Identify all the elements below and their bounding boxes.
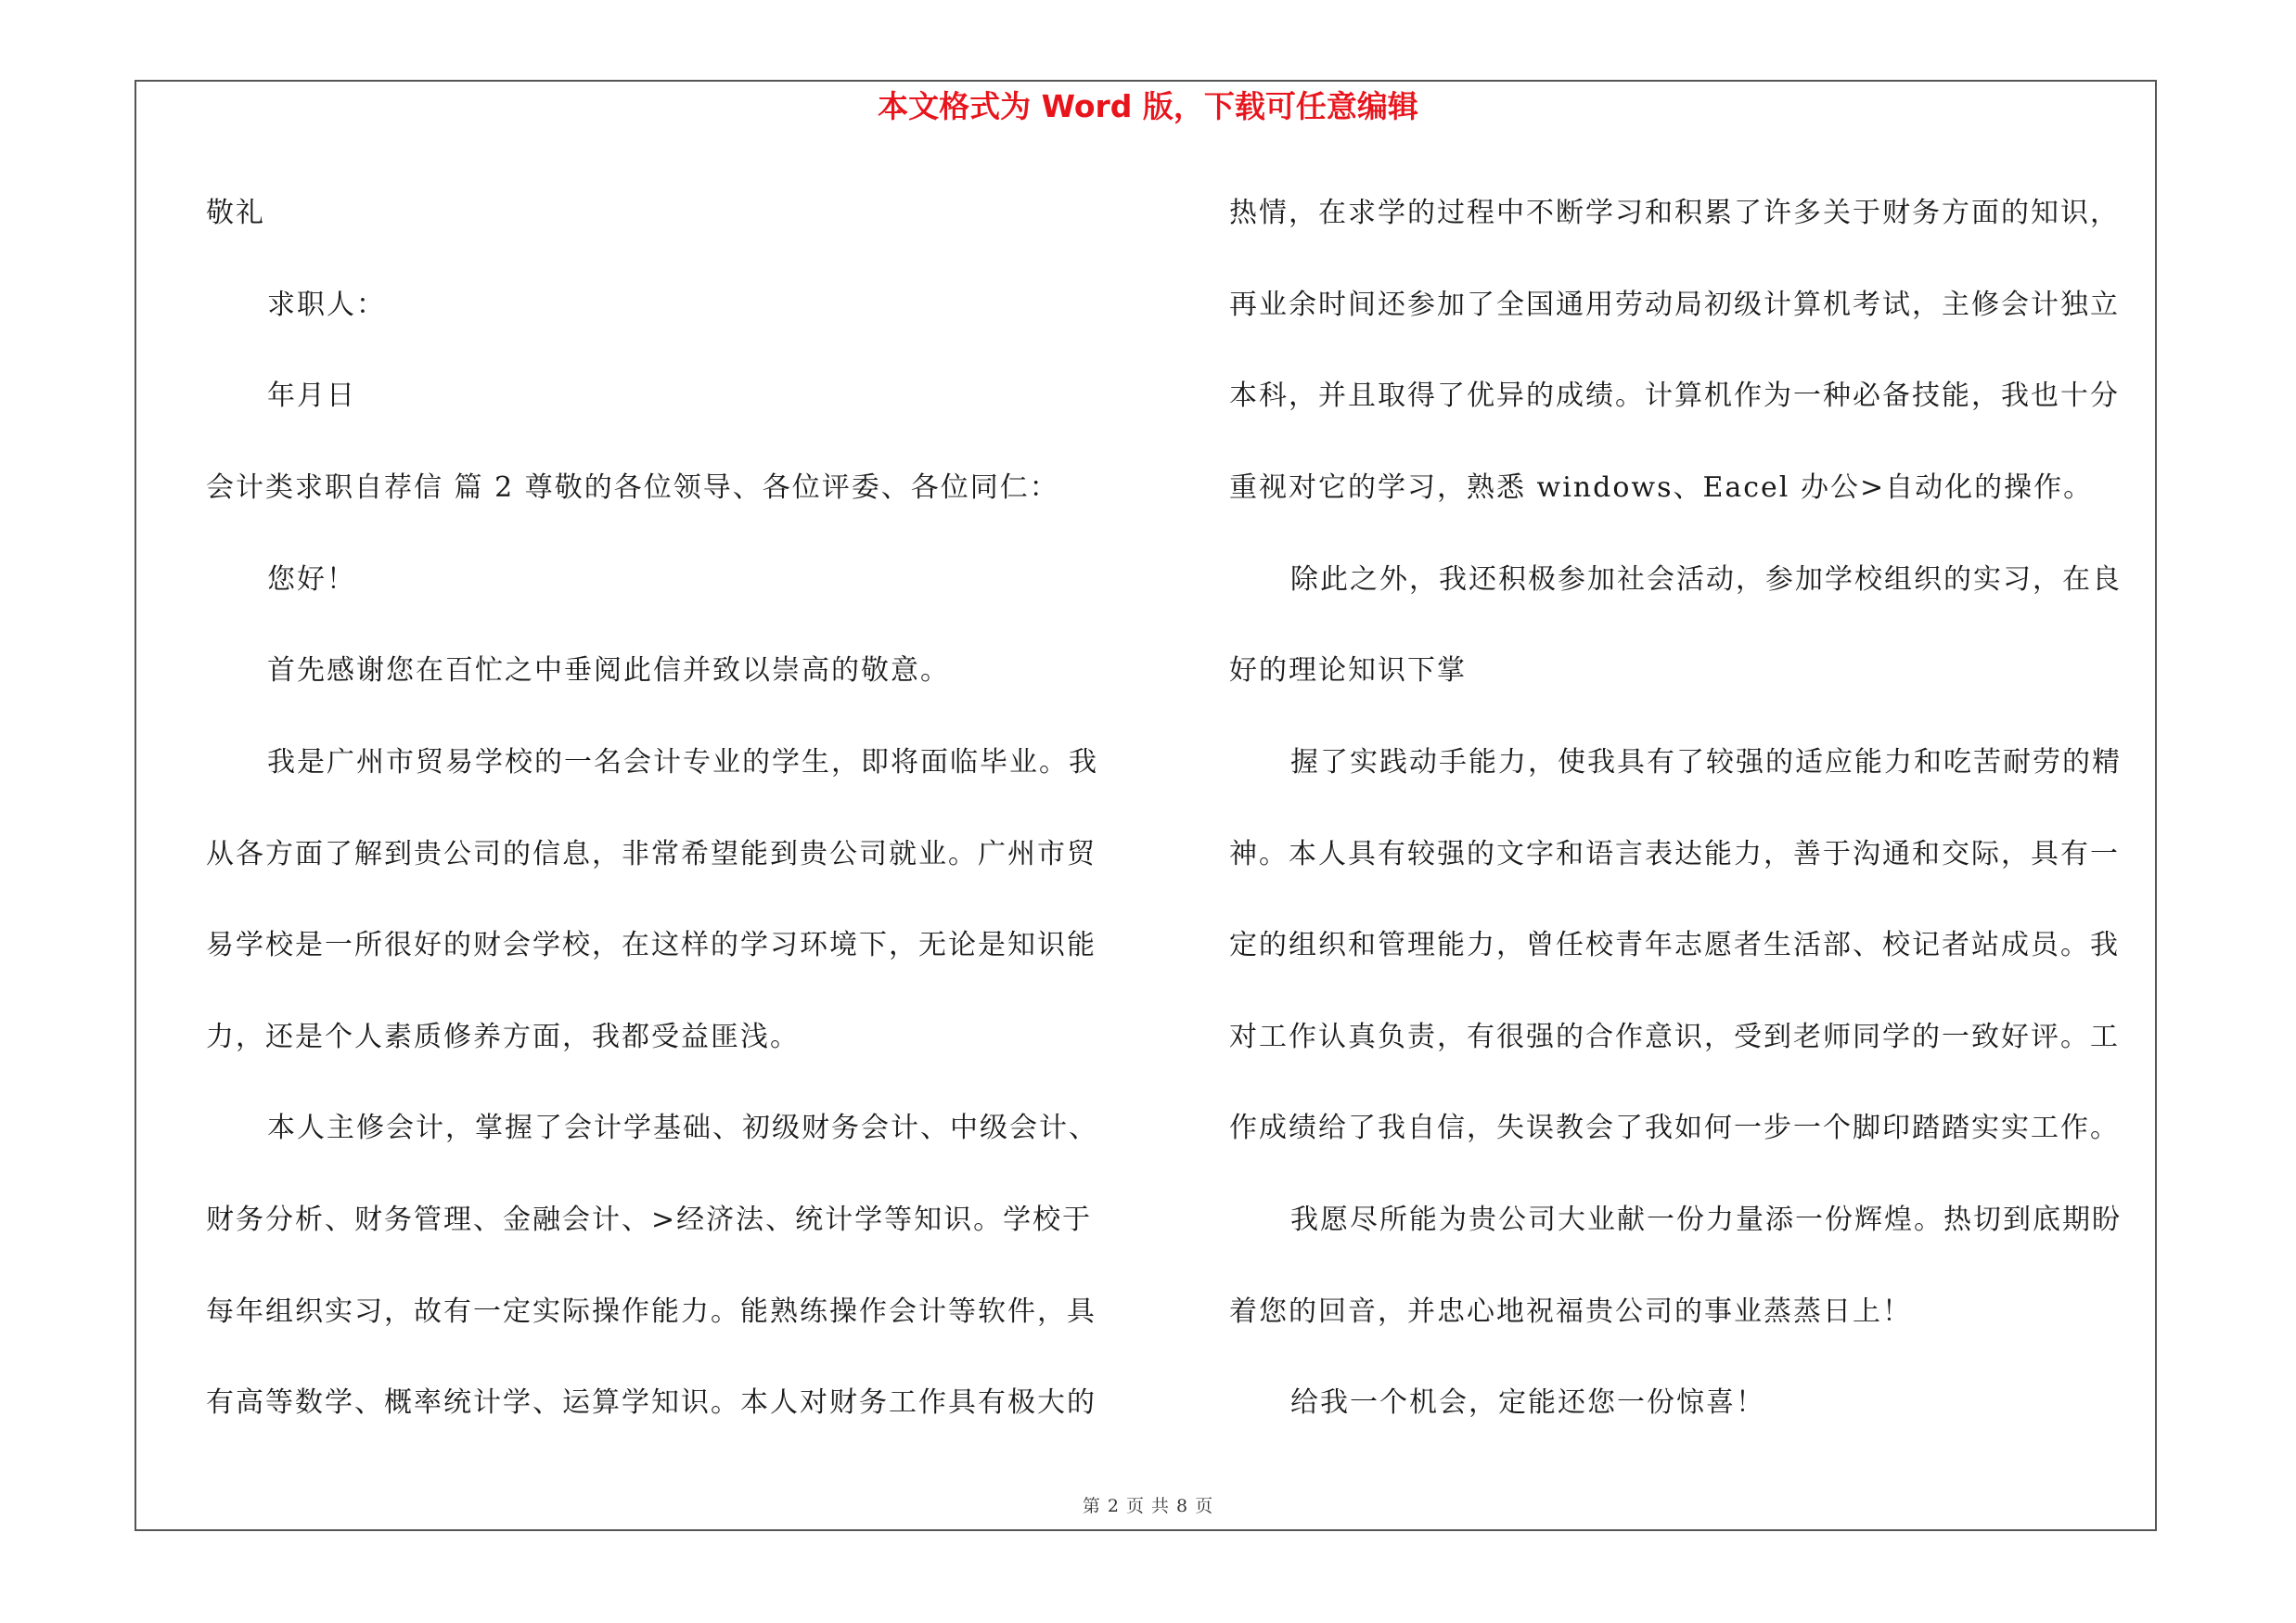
text-line: 本人主修会计，掌握了会计学基础、初级财务会计、中级会计、: [267, 1112, 1098, 1144]
text-line: 我是广州市贸易学校的一名会计专业的学生，即将面临毕业。我: [267, 746, 1098, 779]
text-line: 首先感谢您在百忙之中垂阅此信并致以崇高的敬意。: [267, 654, 950, 687]
text-line: 财务分析、财务管理、金融会计、>经济法、统计学等知识。学校于: [206, 1204, 1093, 1236]
text-line: 您好！: [267, 563, 356, 596]
text-line: 敬礼: [206, 197, 265, 229]
text-line: 作成绩给了我自信，失误教会了我如何一步一个脚印踏踏实实工作。: [1229, 1112, 2120, 1144]
text-line: 我愿尽所能为贵公司大业献一份力量添一份辉煌。热切到底期盼: [1290, 1204, 2122, 1236]
text-line: 定的组织和管理能力，曾任校青年志愿者生活部、校记者站成员。我: [1229, 929, 2120, 961]
text-line: 年月日: [267, 380, 356, 412]
text-line: 对工作认真负责，有很强的合作意识，受到老师同学的一致好评。工: [1229, 1021, 2120, 1053]
text-line: 有高等数学、概率统计学、运算学知识。本人对财务工作具有极大的: [206, 1386, 1097, 1419]
text-line: 每年组织实习，故有一定实际操作能力。能熟练操作会计等软件，具: [206, 1295, 1097, 1328]
text-line: 握了实践动手能力，使我具有了较强的适应能力和吃苦耐劳的精: [1290, 746, 2122, 779]
text-line: 本科，并且取得了优异的成绩。计算机作为一种必备技能，我也十分: [1229, 380, 2120, 412]
text-line: 神。本人具有较强的文字和语言表达能力，善于沟通和交际，具有一: [1229, 838, 2120, 870]
text-line: 重视对它的学习，熟悉 windows、Eacel 办公>自动化的操作。: [1229, 471, 2094, 504]
text-line: 力，还是个人素质修养方面，我都受益匪浅。: [206, 1021, 800, 1053]
text-line: 会计类求职自荐信 篇 2 尊敬的各位领导、各位评委、各位同仁：: [206, 471, 1059, 504]
text-line: 从各方面了解到贵公司的信息，非常希望能到贵公司就业。广州市贸: [206, 838, 1097, 870]
text-line: 除此之外，我还积极参加社会活动，参加学校组织的实习，在良: [1290, 563, 2122, 596]
text-line: 好的理论知识下掌: [1229, 654, 1467, 687]
text-line: 求职人：: [267, 289, 386, 321]
text-line: 热情，在求学的过程中不断学习和积累了许多关于财务方面的知识，: [1229, 197, 2120, 229]
page-number: 第 2 页 共 8 页: [1082, 1496, 1214, 1516]
text-line: 再业余时间还参加了全国通用劳动局初级计算机考试，主修会计独立: [1229, 289, 2120, 321]
format-banner: 本文格式为 Word 版，下载可任意编辑: [878, 88, 1418, 124]
text-line: 易学校是一所很好的财会学校，在这样的学习环境下，无论是知识能: [206, 929, 1097, 961]
text-line: 着您的回音，并忠心地祝福贵公司的事业蒸蒸日上！: [1229, 1295, 1912, 1328]
text-line: 给我一个机会，定能还您一份惊喜！: [1290, 1386, 1765, 1419]
